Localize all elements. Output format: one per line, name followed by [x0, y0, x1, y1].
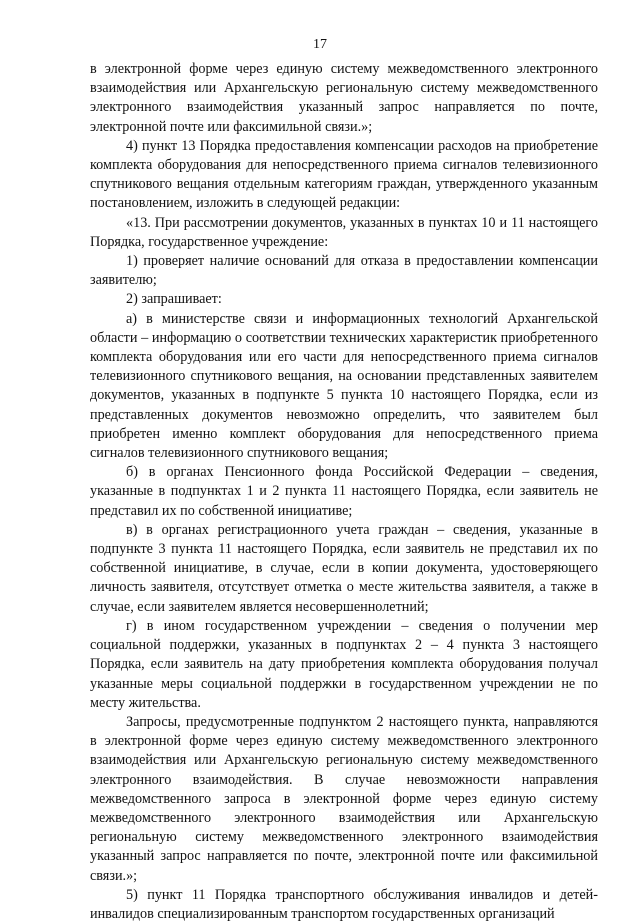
- paragraph-subitem-g: г) в ином государственном учреждении – сведения о получении мер социальной поддержки, указанных в подпунктах 2 – 4 пункта 3 настоящего Порядка, если заявитель на дату приобретения комплекта оборудования получал указанные меры социальной поддержки в государственном учреждении не по месту жительства.: [90, 617, 598, 711]
- paragraph-subitem-v: в) в органах регистрационного учета граждан – сведения, указанные в подпункте 3 пункта 11 настоящего Порядка, если заявитель не представил их по собственной инициативе, в случае, если в копии документа, удостоверяющего личность заявителя, отсутствует отметка о месте жительства заявителя, а также в случае, если заявителем является несовершеннолетний;: [90, 521, 598, 615]
- document-body: [90, 60, 598, 924]
- paragraph-subitem-a: а) в министерстве связи и информационных технологий Архангельской области – информацию о соответствии технических характеристик приобретенного комплекта оборудования или его части для непосредственного приема сигналов телевизионного спутникового вещания, на основании представленных заявителем документов, указанных в подпункте 5 пункта 10 настоящего Порядка, если из представленных документов невозможно определить, что заявителем был приобретен именно комплект оборудования для непосредственного приема сигналов телевизионного спутникового вещания;: [90, 310, 598, 462]
- paragraph-item-4: 4) пункт 13 Порядка предоставления компенсации расходов на приобретение комплекта оборудования для непосредственного приема сигналов телевизионного спутникового вещания отдельным категориям граждан, утвержденного указанным постановлением, изложить в следующей редакции:: [90, 137, 598, 212]
- paragraph-requests: Запросы, предусмотренные подпунктом 2 настоящего пункта, направляются в электронной форме через единую систему межведомственного электронного взаимодействия или Архангельскую региональную систему межведомственного электронного взаимодействия. В случае невозможности направления межведомственного запроса в электронной форме через единую систему межведомственного электронного взаимодействия или Архангельскую региональную систему межведомственного электронного взаимодействия указанный запрос направляется по почте, электронной почте или факсимильной связи.»;: [90, 713, 598, 884]
- paragraph-subitem-1: 1) проверяет наличие оснований для отказа в предоставлении компенсации заявителю;: [90, 253, 598, 289]
- page-number: 17: [313, 37, 327, 52]
- paragraph-clause-13: «13. При рассмотрении документов, указанных в пунктах 10 и 11 настоящего Порядка, государственное учреждение:: [90, 214, 598, 250]
- paragraph-subitem-2: 2) запрашивает:: [126, 291, 222, 308]
- paragraph-subitem-b: б) в органах Пенсионного фонда Российской Федерации – сведения, указанные в подпунктах 1 и 2 пункта 11 настоящего Порядка, если заявитель не представил их по собственной инициативе;: [90, 464, 598, 519]
- paragraph-item-5: 5) пункт 11 Порядка транспортного обслуживания инвалидов и детей-инвалидов специализированным транспортом государственных организаций: [90, 886, 598, 922]
- paragraph-continuation: в электронной форме через единую систему межведомственного электронного взаимодействия или Архангельскую региональную систему межведомственного электронного взаимодействия указанный запрос направляется по почте, электронной почте или факсимильной связи.»;: [90, 61, 598, 135]
